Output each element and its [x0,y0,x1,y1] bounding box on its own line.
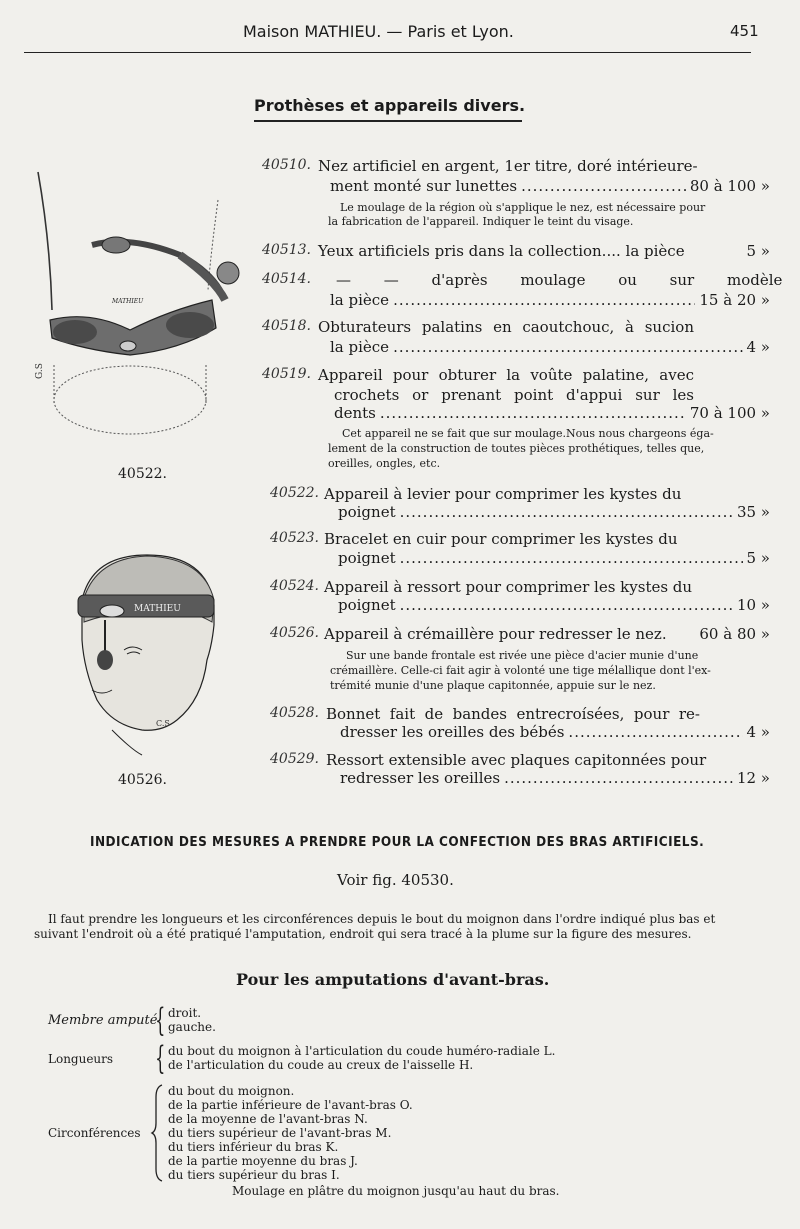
entry-price: 70 à 100 » [689,404,770,422]
entry-leader-line [338,596,770,615]
entry-line: redresser les oreilles [340,769,501,787]
entry-leader-line [330,338,770,357]
entry-price: 5 » [746,242,770,260]
svg-text:C.S: C.S [156,719,170,728]
fig2-engraving: MATHIEU [134,604,181,614]
membre-item: droit. [168,1006,202,1020]
entry-leader-line [334,404,770,423]
entry-line: Ressort extensible avec plaques capitonnées pour [326,751,707,769]
entry-price: 80 à 100 » [689,177,770,195]
item-number: 40518. [262,318,311,334]
circonference-item: du tiers supérieur de l'avant-bras M. [168,1126,392,1140]
entry-line: Appareil à crémaillère pour redresser le nez. [324,625,667,643]
entry-note: Cet appareil ne se fait que sur moulage.Nous nous chargeons éga- [342,427,714,440]
circonferences-label: Circonférences [48,1126,141,1140]
entry-line: la pièce [330,338,390,356]
entry-line: dresser les oreilles des bébés [340,723,565,741]
item-number: 40526. [270,625,319,641]
entry-line: Appareil à ressort pour comprimer les kystes du [324,578,693,596]
item-number: 40519. [262,366,311,382]
brace: { [155,1001,166,1039]
entry-line: poignet [338,503,396,521]
circonference-item: de la moyenne de l'avant-bras N. [168,1112,368,1126]
running-header: Maison MATHIEU. — Paris et Lyon. [243,22,514,41]
entry-line: crochets or prenant point d'appui sur les [334,386,694,404]
entry-line: dents [334,404,376,422]
entry-line: Bonnet fait de bandes entrecroísées, pour re- [326,705,700,723]
longueurs-label: Longueurs [48,1052,114,1066]
longueurs-item: de l'articulation du coude au creux de l'aisselle H. [168,1058,474,1072]
entry-line: Appareil pour obturer la voûte palatine, avec [318,366,694,384]
item-number: 40514. [262,271,311,287]
item-number: 40522. [270,485,319,501]
entry-line: Obturateurs palatins en caoutchouc, à sucion [318,318,694,336]
entry-note: oreilles, ongles, etc. [328,457,441,470]
entry-line: — — d'après moulage ou sur modèle [336,271,783,289]
circonference-item: de la partie moyenne du bras J. [168,1154,358,1168]
entry-leader-line [340,723,770,742]
brace [150,1083,166,1183]
entry-line: poignet [338,596,396,614]
circonference-item: de la partie inférieure de l'avant-bras O. [168,1098,413,1112]
entry-price: 15 à 20 » [699,291,770,309]
entry-leader-line [330,291,770,310]
mesures-heading: INDICATION DES MESURES A PRENDRE POUR LA CONFECTION DES BRAS ARTIFICIELS. [90,835,705,850]
entry-line: la pièce [330,291,390,309]
item-number: 40529. [270,751,319,767]
entry-price: 10 » [736,596,770,614]
entry-leader-line [324,625,770,644]
figure-label-40526: 40526. [118,772,167,788]
membre-item: gauche. [168,1020,216,1034]
entry-leader-line [338,549,770,568]
header-rule [24,52,751,53]
entry-price: 60 à 80 » [699,625,770,643]
entry-price: 5 » [746,549,770,567]
entry-leader-line [340,769,770,788]
entry-line: Yeux artificiels pris dans la collection.... la pièce [318,242,685,260]
entry-price: 4 » [746,338,770,356]
item-number: 40528. [270,705,319,721]
entry-line: Bracelet en cuir pour comprimer les kystes du [324,530,678,548]
sub-heading: Pour les amputations d'avant-bras. [236,970,550,989]
circonference-item: du tiers inférieur du bras K. [168,1140,339,1154]
entry-price: 12 » [736,769,770,787]
entry-note: lement de la construction de toutes pièces prothétiques, telles que, [328,442,705,455]
membre-label: Membre amputé [48,1013,158,1028]
entry-note: trémité munie d'une plaque capitonnée, appuie sur le nez. [330,679,656,692]
item-number: 40510. [262,157,311,173]
moulage-note: Moulage en plâtre du moignon jusqu'au haut du bras. [232,1184,560,1198]
entry-price: 35 » [736,503,770,521]
brace: { [155,1039,166,1077]
voir-figure: Voir fig. 40530. [337,871,454,889]
entry-note: la fabrication de l'appareil. Indiquer le teint du visage. [328,215,634,228]
entry-note: Sur une bande frontale est rivée une pièce d'acier munie d'une [346,649,699,662]
item-number: 40513. [262,242,311,258]
entry-price: 4 » [746,723,770,741]
entry-line: Nez artificiel en argent, 1er titre, doré intérieure- [318,157,698,175]
entry-line: poignet [338,549,396,567]
entry-leader-line [318,242,770,261]
entry-line: Appareil à levier pour comprimer les kystes du [324,485,682,503]
entry-note: Le moulage de la région où s'applique le nez, est nécessaire pour [340,201,706,214]
item-number: 40524. [270,578,319,594]
section-title-underline [254,120,522,122]
figure-nose-prosthesis [30,160,245,450]
item-number: 40523. [270,530,319,546]
page-number: 451 [730,22,759,40]
circonference-item: du tiers supérieur du bras I. [168,1168,340,1182]
entry-leader-line [330,177,770,196]
section-title: Prothèses et appareils divers. [254,96,526,115]
entry-line: ment monté sur lunettes [330,177,518,195]
fig1-engraving: MATHIEU [112,298,144,305]
entry-note: crémaillère. Celle-ci fait agir à volonté une tige mélallique dont l'ex- [330,664,711,677]
instruction-paragraph: suivant l'endroit où a été pratiqué l'amputation, endroit qui sera tracé à la plume sur la figure des mesures. [34,927,692,941]
svg-text:G.S: G.S [35,363,45,379]
instruction-paragraph: Il faut prendre les longueurs et les circonférences depuis le bout du moignon dans l'ordre indiqué plus bas et [48,912,716,926]
entry-leader-line [338,503,770,522]
figure-child-head [72,550,222,760]
circonference-item: du bout du moignon. [168,1084,295,1098]
figure-label-40522: 40522. [118,466,167,482]
longueurs-item: du bout du moignon à l'articulation du coude huméro-radiale L. [168,1044,556,1058]
